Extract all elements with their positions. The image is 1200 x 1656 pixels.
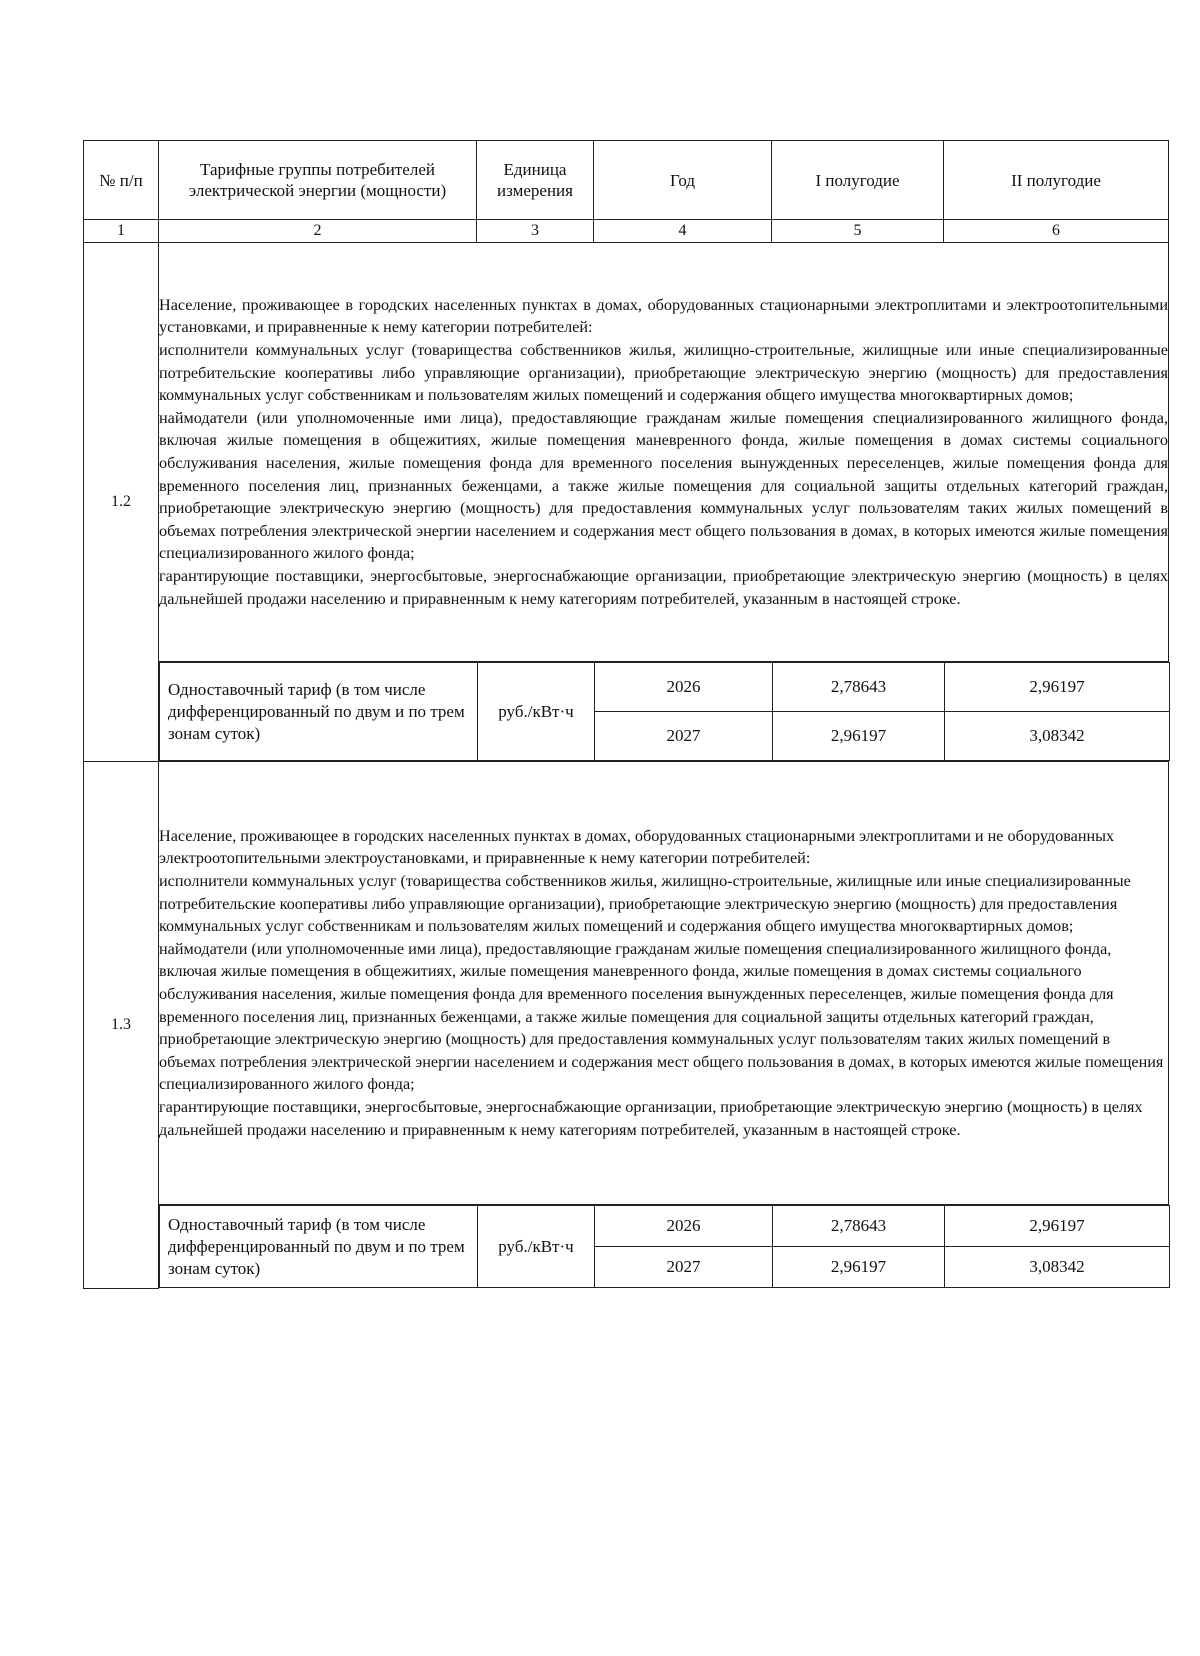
tariff-name: Одноставочный тариф (в том числе дифференцированный по двум и по трем зонам суток) [160,1206,478,1288]
row-description [159,762,1169,1205]
year-cell: 2026 [595,663,773,712]
year-cell: 2027 [595,712,773,761]
tariff-values-row [84,1205,1169,1289]
column-number: 4 [594,220,772,243]
row-description [159,243,1169,662]
description-paragraph: гарантирующие поставщики, энергосбытовые, энергоснабжающие организации, приобретающие электрическую энергию (мощность) в целях дальнейшей продажи населению и приравненным к нему категориям потребителей, указанным в настоящей строке. [159,566,1168,608]
header-number: № п/п [84,141,159,220]
second-half-value: 2,96197 [945,1206,1170,1247]
first-half-value: 2,78643 [773,663,945,712]
description-paragraph: гарантирующие поставщики, энергосбытовые, энергоснабжающие организации, приобретающие электрическую энергию (мощность) в целях дальнейшей продажи населению и приравненным к нему категориям потребителей, указанным в настоящей строке. [159,1097,1143,1139]
table-row [84,243,1169,662]
header-first-half: I полугодие [772,141,944,220]
column-number: 5 [772,220,944,243]
header-second-half: II полугодие [944,141,1169,220]
tariff-table [83,140,1169,1289]
column-number: 6 [944,220,1169,243]
description-paragraph: наймодатели (или уполномоченные ими лица), предоставляющие гражданам жилые помещения специализированного жилищного фонда, включая жилые помещения в общежитиях, жилые помещения маневренного фонда, жилые помещения в домах системы социального обслуживания населения, жилые помещения фонда для временного поселения вынужденных переселенцев, жилые помещения фонда для временного поселения лиц, признанных беженцами, а также жилые помещения для социальной защиты отдельных категорий граждан, приобретающие электрическую энергию (мощность) для предоставления коммунальных услуг пользователям таких жилых помещений в объемах потребления электрической энергии населением и содержания мест общего пользования в домах, в которых имеются жилые помещения специализированного жилого фонда; [159,939,1164,1094]
table-row [84,762,1169,1205]
column-numbers-row [84,220,1169,243]
row-index: 1.3 [84,762,159,1289]
tariff-name: Одноставочный тариф (в том числе дифференцированный по двум и по трем зонам суток) [160,663,478,761]
year-cell: 2026 [595,1206,773,1247]
tariff-unit: руб./кВт·ч [478,1206,595,1288]
first-half-value: 2,78643 [773,1206,945,1247]
tariff-unit: руб./кВт·ч [478,663,595,761]
column-number: 2 [159,220,477,243]
row-index: 1.2 [84,243,159,762]
column-number: 1 [84,220,159,243]
second-half-value: 3,08342 [945,1247,1170,1288]
header-unit: Единица измерения [477,141,594,220]
tariff-values-table [159,1205,1170,1288]
tariff-values-table [159,662,1170,761]
header-tariff-groups: Тарифные группы потребителей электрической энергии (мощности) [159,141,477,220]
description-paragraph: исполнители коммунальных услуг (товарищества собственников жилья, жилищно-строительные, жилищные или иные специализированные потребительские кооперативы либо управляющие организации), приобретающие электрическую энергию (мощность) для предоставления коммунальных услуг собственникам и пользователям жилых помещений и содержания общего имущества многоквартирных домов; [159,872,1131,936]
header-row [84,141,1169,220]
second-half-value: 2,96197 [945,663,1170,712]
column-number: 3 [477,220,594,243]
year-cell: 2027 [595,1247,773,1288]
second-half-value: 3,08342 [945,712,1170,761]
tariff-document [83,140,1168,1289]
description-paragraph: Население, проживающее в городских населенных пунктах в домах, оборудованных стационарными электроплитами и электроотопительными установками, и приравненные к нему категории потребителей: [159,295,1168,337]
description-paragraph: Население, проживающее в городских населенных пунктах в домах, оборудованных стационарными электроплитами и не оборудованных электроотопительными электроустановками, и приравненные к нему категории потребителей: [159,826,1115,868]
description-paragraph: исполнители коммунальных услуг (товарищества собственников жилья, жилищно-строительные, жилищные или иные специализированные потребительские кооперативы либо управляющие организации), приобретающие электрическую энергию (мощность) для предоставления коммунальных услуг собственникам и пользователям жилых помещений и содержания общего имущества многоквартирных домов; [159,341,1168,405]
description-paragraph: наймодатели (или уполномоченные ими лица), предоставляющие гражданам жилые помещения специализированного жилищного фонда, включая жилые помещения в общежитиях, жилые помещения маневренного фонда, жилые помещения в домах системы социального обслуживания населения, жилые помещения фонда для временного поселения вынужденных переселенцев, жилые помещения фонда для временного поселения лиц, признанных беженцами, а также жилые помещения для социальной защиты отдельных категорий граждан, приобретающие электрическую энергию (мощность) для предоставления коммунальных услуг пользователям таких жилых помещений в объемах потребления электрической энергии населением и содержания мест общего пользования в домах, в которых имеются жилые помещения специализированного жилого фонда; [159,408,1168,563]
first-half-value: 2,96197 [773,1247,945,1288]
header-year: Год [594,141,772,220]
first-half-value: 2,96197 [773,712,945,761]
tariff-values-row [84,662,1169,762]
